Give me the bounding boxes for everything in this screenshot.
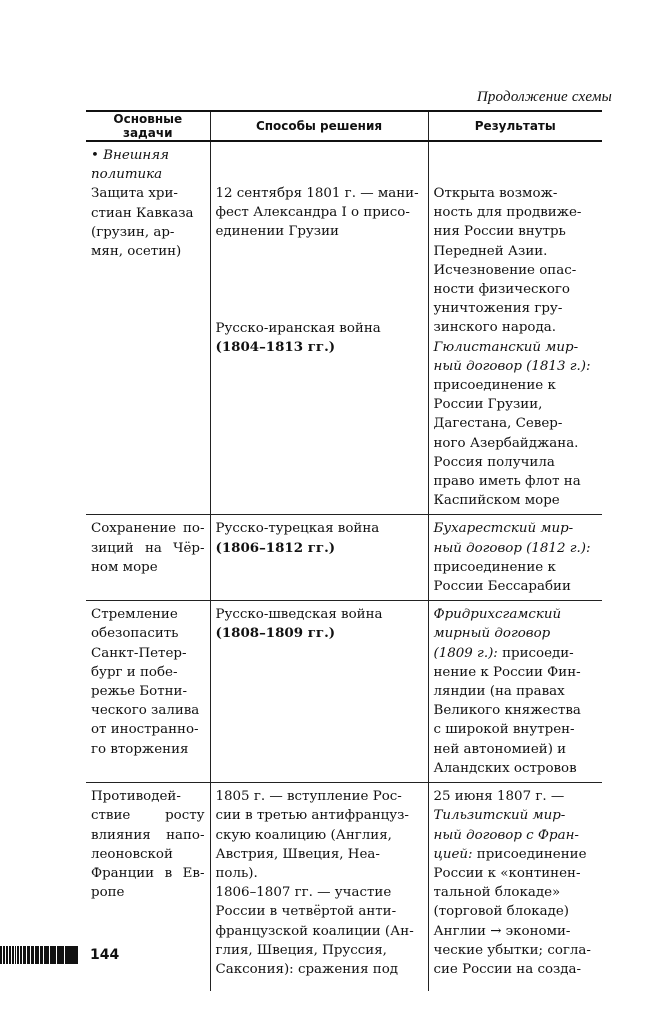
treaty-name: ный договор (1813 г.): bbox=[433, 358, 591, 374]
table-row bbox=[86, 141, 602, 515]
task-line: обезопасить bbox=[91, 626, 179, 642]
result-line bbox=[434, 845, 598, 864]
result-line: присоединение к bbox=[433, 378, 556, 394]
task-line: ческого залива bbox=[91, 703, 200, 719]
result-line: присоединение к bbox=[433, 559, 556, 575]
results-cell bbox=[428, 783, 602, 991]
method-line: Русско-турецкая война bbox=[215, 521, 380, 537]
war-dates: (1806–1812 гг.) bbox=[215, 539, 336, 556]
result-line: ческие убытки; согла- bbox=[433, 942, 591, 958]
task-line: ропе bbox=[91, 885, 125, 901]
war-dates: (1808–1809 гг.) bbox=[215, 625, 336, 642]
result-line: ней автономией) и bbox=[433, 741, 567, 757]
header-results: Результаты bbox=[428, 111, 602, 141]
treaty-date: (1809 г.): bbox=[433, 645, 498, 661]
treaty-name: Гюлистанский мир- bbox=[433, 339, 579, 355]
method-line: сии в третью антифранцуз- bbox=[215, 808, 409, 824]
methods-cell bbox=[210, 515, 428, 601]
methods-cell bbox=[210, 141, 428, 515]
result-line: России Грузии, bbox=[433, 397, 543, 413]
task-line: Франции в Ев- bbox=[91, 865, 205, 881]
method-line: скую коалицию (Англия, bbox=[215, 827, 392, 843]
results-cell bbox=[428, 141, 602, 515]
treaty-name: Тильзитский мир- bbox=[433, 808, 566, 824]
method-line: 1806–1807 гг. — участие bbox=[215, 885, 392, 901]
table-row bbox=[86, 601, 602, 783]
result-line: тальной блокаде» bbox=[433, 885, 561, 901]
task-line: Защита хри- bbox=[91, 186, 178, 202]
result-line: право иметь флот на bbox=[433, 474, 581, 490]
treaty-name: мирный договор bbox=[433, 626, 551, 642]
task-line: Противодей- bbox=[91, 789, 181, 805]
task-line: ном море bbox=[91, 559, 158, 575]
methods-cell bbox=[210, 783, 428, 991]
method-line: французской коалиции (Ан- bbox=[215, 923, 414, 939]
treaty-name: ный договор (1812 г.): bbox=[433, 540, 591, 556]
result-line: Аландских островов bbox=[433, 760, 577, 776]
method-line: 1805 г. — вступление Рос- bbox=[215, 789, 402, 805]
treaty-name: цией: bbox=[433, 846, 473, 862]
result-line: Дагестана, Север- bbox=[433, 416, 563, 432]
task-cell bbox=[86, 141, 210, 515]
page-number-bar bbox=[0, 946, 78, 964]
task-line: го вторжения bbox=[91, 741, 189, 757]
method-line: единении Грузии bbox=[215, 224, 339, 240]
table-header-row bbox=[86, 111, 602, 141]
task-cell bbox=[86, 515, 210, 601]
task-cell bbox=[86, 601, 210, 783]
task-line: стиан Кавказа bbox=[91, 205, 194, 221]
scheme-table bbox=[86, 110, 602, 991]
methods-cell bbox=[210, 601, 428, 783]
result-line: Передней Азии. bbox=[433, 243, 548, 259]
task-line: бург и побе- bbox=[91, 664, 178, 680]
task-line: мян, осетин) bbox=[91, 244, 182, 260]
result-line: нение к России Фин- bbox=[433, 664, 581, 680]
result-line: сие России на созда- bbox=[433, 961, 582, 977]
method-line: Русско-иранская война bbox=[215, 320, 381, 336]
result-line: ного Азербайджана. bbox=[433, 435, 579, 451]
task-line: Стремление bbox=[91, 607, 178, 623]
table-row bbox=[86, 783, 602, 991]
table-row bbox=[86, 515, 602, 601]
task-line: политика bbox=[91, 167, 163, 183]
result-line: Открыта возмож- bbox=[433, 186, 558, 201]
results-cell bbox=[428, 601, 602, 783]
method-line: глия, Швеция, Пруссия, bbox=[215, 942, 387, 958]
war-dates: (1804–1813 гг.) bbox=[215, 338, 336, 355]
header-methods: Способы решения bbox=[210, 111, 428, 141]
result-line: ния России внутрь bbox=[433, 224, 566, 240]
result-line bbox=[434, 644, 598, 663]
task-line: режье Ботни- bbox=[91, 684, 187, 700]
method-line: Австрия, Швеция, Неа- bbox=[215, 846, 380, 862]
result-line: ляндии (на правах bbox=[433, 684, 565, 700]
method-line: Саксония): сражения под bbox=[215, 961, 399, 977]
method-line: Русско-шведская война bbox=[215, 607, 383, 623]
result-line: 25 июня 1807 г. — bbox=[433, 789, 565, 805]
continuation-label: Продолжение схемы bbox=[476, 89, 612, 105]
task-line: зиций на Чёр- bbox=[91, 540, 205, 556]
method-line: России в четвёртой анти- bbox=[215, 904, 397, 920]
task-line: влияния напо- bbox=[91, 827, 205, 843]
method-line: фест Александра I о присо- bbox=[215, 205, 410, 221]
result-line: Каспийском море bbox=[433, 493, 560, 509]
result-line: Великого княжества bbox=[433, 703, 581, 719]
header-tasks: Основные задачи bbox=[86, 111, 210, 141]
result-fragment: присоеди- bbox=[502, 645, 574, 661]
result-line: с широкой внутрен- bbox=[433, 722, 575, 738]
result-line: Англии → экономи- bbox=[433, 923, 571, 939]
treaty-name: ный договор с Фран- bbox=[433, 827, 579, 843]
result-line: (торговой блокаде) bbox=[433, 904, 570, 920]
method-line: поль). bbox=[215, 865, 258, 881]
method-line: 12 сентября 1801 г. — мани- bbox=[215, 186, 419, 201]
page-number: 144 bbox=[90, 947, 120, 963]
task-line: • Внешняя bbox=[91, 148, 169, 163]
task-line: ствие росту bbox=[91, 808, 205, 824]
result-line: зинского народа. bbox=[433, 320, 556, 336]
result-line: России Бессарабии bbox=[433, 579, 571, 595]
task-line: Сохранение по- bbox=[91, 521, 205, 537]
task-line: (грузин, ар- bbox=[91, 224, 175, 240]
results-cell bbox=[428, 515, 602, 601]
task-line: Санкт-Петер- bbox=[91, 645, 187, 661]
result-line: уничтожения гру- bbox=[433, 301, 563, 317]
treaty-name: Фридрихсгамский bbox=[433, 607, 562, 623]
result-line: России к «континен- bbox=[433, 865, 581, 881]
treaty-name: Бухарестский мир- bbox=[433, 521, 574, 537]
result-line: Исчезновение опас- bbox=[433, 262, 577, 278]
result-fragment: присоединение bbox=[476, 846, 587, 862]
task-line: от иностранно- bbox=[91, 722, 199, 738]
result-line: ности физического bbox=[433, 282, 570, 298]
result-line: ность для продвиже- bbox=[433, 205, 582, 221]
task-line: леоновской bbox=[91, 846, 173, 862]
result-line: Россия получила bbox=[433, 454, 555, 470]
